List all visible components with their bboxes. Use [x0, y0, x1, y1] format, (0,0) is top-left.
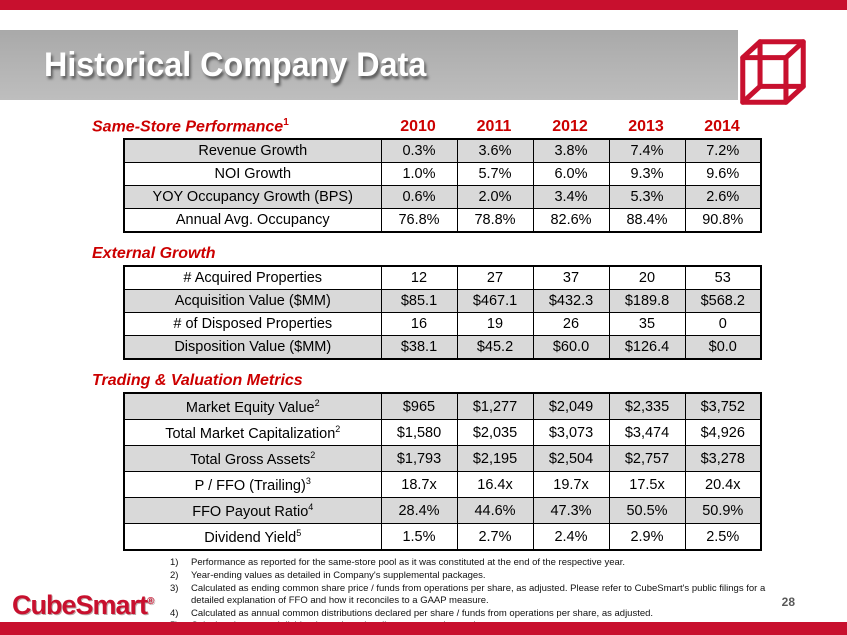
cell-value: $4,926	[685, 420, 761, 446]
cell-value: $467.1	[457, 290, 533, 313]
cell-value: $2,035	[457, 420, 533, 446]
cell-value: 17.5x	[609, 472, 685, 498]
row-label-text: FFO Payout Ratio	[192, 503, 309, 520]
row-label	[124, 139, 381, 163]
cell-value: 3.8%	[533, 139, 609, 163]
table-row	[124, 393, 761, 420]
cell-value: 19	[457, 313, 533, 336]
footnote	[170, 608, 770, 620]
cell-value: 50.9%	[685, 498, 761, 524]
row-label	[124, 524, 381, 551]
table-row	[124, 209, 761, 233]
cell-value: 19.7x	[533, 472, 609, 498]
year-header: 2014	[704, 118, 740, 135]
cell-value: 16.4x	[457, 472, 533, 498]
row-label	[124, 163, 381, 186]
footnote-number: 3)	[170, 582, 179, 594]
footnotes	[170, 557, 770, 632]
cell-value: 27	[457, 266, 533, 290]
section-heading	[92, 117, 380, 136]
footnote	[170, 570, 770, 582]
cell-value: 50.5%	[609, 498, 685, 524]
cell-value: 2.6%	[685, 186, 761, 209]
cell-value: $2,335	[609, 393, 685, 420]
row-label	[124, 393, 381, 420]
cell-value: 82.6%	[533, 209, 609, 233]
cell-value: 20.4x	[685, 472, 761, 498]
row-label-text: YOY Occupancy Growth (BPS)	[152, 189, 353, 205]
bottom-red-bar	[0, 622, 847, 635]
cell-value: $1,277	[457, 393, 533, 420]
table-row	[124, 524, 761, 551]
row-label-text: # Acquired Properties	[183, 270, 323, 286]
cell-value: 1.0%	[381, 163, 457, 186]
row-label	[124, 336, 381, 360]
row-label-text: Total Market Capitalization	[165, 425, 336, 442]
main-content	[92, 112, 766, 633]
row-label	[124, 446, 381, 472]
cell-value: $2,757	[609, 446, 685, 472]
cell-value: 0.3%	[381, 139, 457, 163]
cell-value: 35	[609, 313, 685, 336]
cell-value: 3.6%	[457, 139, 533, 163]
row-label-text: Dividend Yield	[204, 529, 297, 546]
cell-value: $2,504	[533, 446, 609, 472]
row-label	[124, 472, 381, 498]
cell-value: $3,278	[685, 446, 761, 472]
cell-value: $126.4	[609, 336, 685, 360]
registered-mark: ®	[147, 596, 155, 607]
year-header: 2013	[628, 118, 664, 135]
footnote-number: 2)	[170, 569, 179, 581]
section-heading-text: Trading & Valuation Metrics	[92, 372, 303, 389]
row-label	[124, 313, 381, 336]
cell-value: 6.0%	[533, 163, 609, 186]
row-label	[124, 498, 381, 524]
cell-value: 28.4%	[381, 498, 457, 524]
row-label-sup: 2	[314, 397, 320, 408]
cell-value: $189.8	[609, 290, 685, 313]
row-label-text: NOI Growth	[214, 166, 292, 182]
cell-value: 16	[381, 313, 457, 336]
cell-value: 2.5%	[685, 524, 761, 551]
row-label-sup: 3	[305, 475, 311, 486]
cell-value: $1,793	[381, 446, 457, 472]
cubesmart-wordmark-text: CubeSmart	[12, 590, 148, 620]
row-label-text: Revenue Growth	[198, 143, 308, 159]
table-row	[124, 186, 761, 209]
cell-value: $60.0	[533, 336, 609, 360]
section-heading-text: External Growth	[92, 245, 216, 262]
section-head-row	[92, 366, 760, 390]
cell-value: $3,073	[533, 420, 609, 446]
cell-value: 20	[609, 266, 685, 290]
footnote-text: Performance as reported for the same-store pool as it was constituted at the end of the respective year.	[191, 557, 626, 568]
data-table	[123, 392, 762, 551]
section-head-row	[92, 112, 760, 136]
table-row	[124, 336, 761, 360]
cell-value: 0.6%	[381, 186, 457, 209]
row-label-sup: 4	[308, 501, 314, 512]
cell-value: 1.5%	[381, 524, 457, 551]
cell-value: $85.1	[381, 290, 457, 313]
cell-value: 9.6%	[685, 163, 761, 186]
row-label	[124, 186, 381, 209]
cell-value: 53	[685, 266, 761, 290]
footnote-text: Calculated as ending common share price / funds from operations per share, as adjusted. Please refer to CubeSmart's public filings for a detailed explanation of FFO and how it reconciles to a GAAP measure.	[191, 582, 766, 606]
cell-value: 90.8%	[685, 209, 761, 233]
row-label-sup: 2	[310, 449, 316, 460]
table-row	[124, 420, 761, 446]
section-heading-text: Same-Store Performance	[92, 118, 284, 135]
cell-value: 26	[533, 313, 609, 336]
data-table	[123, 265, 762, 360]
header-band	[0, 30, 738, 100]
cell-value: $568.2	[685, 290, 761, 313]
year-header: 2010	[400, 118, 436, 135]
row-label	[124, 209, 381, 233]
cell-value: $432.3	[533, 290, 609, 313]
row-label-text: P / FFO (Trailing)	[194, 477, 306, 494]
table-row	[124, 498, 761, 524]
row-label-text: Disposition Value ($MM)	[174, 339, 332, 355]
row-label-text: Total Gross Assets	[190, 451, 311, 468]
cell-value: 2.9%	[609, 524, 685, 551]
cell-value: $45.2	[457, 336, 533, 360]
sections-container	[92, 112, 760, 551]
row-label	[124, 266, 381, 290]
cell-value: 7.4%	[609, 139, 685, 163]
cell-value: $2,049	[533, 393, 609, 420]
cell-value: 9.3%	[609, 163, 685, 186]
section-head-row	[92, 239, 760, 263]
row-label-text: # of Disposed Properties	[173, 316, 333, 332]
footnote	[170, 557, 770, 569]
table-row	[124, 446, 761, 472]
cubesmart-wordmark	[12, 590, 154, 621]
table-row	[124, 472, 761, 498]
footnote	[170, 583, 770, 607]
page-title: Historical Company Data	[44, 45, 427, 84]
section-heading	[92, 372, 380, 390]
cell-value: $3,474	[609, 420, 685, 446]
cell-value: $2,195	[457, 446, 533, 472]
table-row	[124, 266, 761, 290]
footnote-text: Calculated as annual common distributions declared per share / funds from operations per share, as adjusted.	[191, 607, 654, 619]
cell-value: 2.7%	[457, 524, 533, 551]
cell-value: 2.0%	[457, 186, 533, 209]
cell-value: 44.6%	[457, 498, 533, 524]
section-heading-sup: 1	[283, 116, 289, 128]
cell-value: $0.0	[685, 336, 761, 360]
page-number: 28	[781, 595, 795, 609]
cell-value: 37	[533, 266, 609, 290]
cell-value: $3,752	[685, 393, 761, 420]
cell-value: 76.8%	[381, 209, 457, 233]
footnote-text: Year-ending values as detailed in Company's supplemental packages.	[191, 569, 486, 581]
cell-value: 7.2%	[685, 139, 761, 163]
cell-value: 2.4%	[533, 524, 609, 551]
table-row	[124, 313, 761, 336]
year-header: 2011	[476, 118, 512, 135]
cell-value: 0	[685, 313, 761, 336]
row-label	[124, 420, 381, 446]
row-label-sup: 5	[296, 527, 302, 538]
cell-value: 3.4%	[533, 186, 609, 209]
table-row	[124, 139, 761, 163]
top-red-bar	[0, 0, 847, 10]
footnote-number: 4)	[170, 607, 179, 619]
row-label	[124, 290, 381, 313]
row-label-text: Market Equity Value	[185, 399, 315, 416]
cell-value: 47.3%	[533, 498, 609, 524]
footnote-number: 1)	[170, 557, 179, 568]
table-row	[124, 163, 761, 186]
row-label-text: Annual Avg. Occupancy	[175, 212, 330, 228]
cell-value: 12	[381, 266, 457, 290]
cube-icon	[737, 36, 809, 108]
cell-value: 5.7%	[457, 163, 533, 186]
cell-value: $38.1	[381, 336, 457, 360]
table-row	[124, 290, 761, 313]
cell-value: 5.3%	[609, 186, 685, 209]
cell-value: 88.4%	[609, 209, 685, 233]
cell-value: $1,580	[381, 420, 457, 446]
cell-value: 18.7x	[381, 472, 457, 498]
year-header: 2012	[552, 118, 588, 135]
row-label-text: Acquisition Value ($MM)	[174, 293, 331, 309]
section-heading	[92, 245, 380, 263]
cell-value: $965	[381, 393, 457, 420]
cube-logo	[737, 36, 809, 108]
cell-value: 78.8%	[457, 209, 533, 233]
row-label-sup: 2	[335, 423, 341, 434]
data-table	[123, 138, 762, 233]
